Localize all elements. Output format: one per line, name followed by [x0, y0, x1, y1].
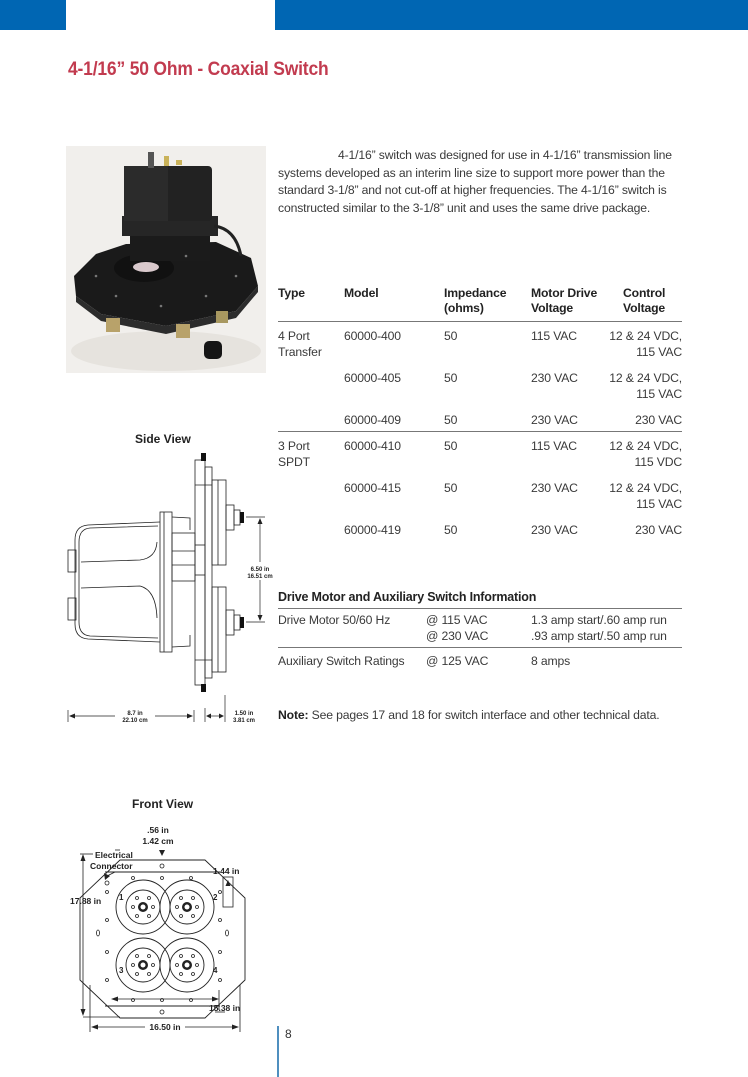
cell-type [278, 364, 344, 406]
port-4-label: 4 [213, 966, 218, 975]
cell-model: 60000-419 [344, 523, 401, 537]
info-condition: @ 125 VAC [426, 654, 489, 668]
cell-control: 12 & 24 VDC, 115 VDC [609, 439, 682, 469]
cell-motor: 230 VAC [531, 523, 578, 537]
port-2-label: 2 [213, 893, 218, 902]
dim-depth-cm: 3.81 cm [232, 718, 256, 724]
note-label: Note: [278, 708, 309, 722]
dim-inner-width: 15.38 in [209, 1003, 241, 1013]
cell-motor: 115 VAC [531, 329, 577, 343]
side-view-label: Side View [135, 432, 191, 446]
cell-control: 230 VAC [601, 406, 682, 432]
dim-length-in: 8.7 in [127, 711, 143, 717]
table-row [278, 432, 682, 475]
dim-height-in: 6.50 in [250, 567, 270, 573]
intro-paragraph: 4-1/16” switch was designed for use in 4-1/16” transmission line systems developed as an interim line size to support more power than the standard 3-1/8” and not cut-off at higher frequencies. The 4-1/16” switch is constructed similar to the 3-1/8” unit and uses the same drive package. [278, 148, 672, 215]
side-view-drawing [60, 450, 273, 735]
cell-motor: 230 VAC [531, 371, 578, 385]
page-title: 4-1/16” 50 Ohm - Coaxial Switch [68, 59, 329, 80]
cell-control: 230 VAC [635, 523, 682, 537]
dim-length-cm: 22.10 cm [122, 718, 148, 724]
info-value: 8 amps [531, 654, 571, 668]
front-view-label: Front View [132, 797, 194, 811]
cell-control: 12 & 24 VDC, 115 VAC [609, 329, 682, 359]
header-accent-bar-right [275, 0, 748, 30]
cell-type: 4 Port Transfer [278, 329, 322, 359]
cell-impedance: 50 [444, 371, 458, 385]
dim-depth-in: 1.50 in [234, 711, 254, 717]
cell-impedance: 50 [444, 481, 458, 495]
cell-model: 60000-409 [344, 406, 444, 432]
dim-height-cm: 16.51 cm [247, 574, 273, 580]
info-label: Auxiliary Switch Ratings [278, 654, 405, 668]
dim-top-cm: 1.42 cm [142, 836, 174, 846]
port-3-label: 3 [119, 966, 124, 975]
spec-table [278, 286, 682, 542]
connector-label-1: Electrical [95, 850, 133, 860]
front-view-drawing [65, 820, 265, 1035]
col-model: Model [344, 286, 444, 322]
table-row [278, 516, 682, 542]
col-impedance: Impedance (ohms) [444, 286, 531, 322]
table-row [278, 364, 682, 406]
cell-type: 3 Port SPDT [278, 439, 310, 469]
cell-type [278, 516, 344, 542]
cell-impedance: 50 [444, 523, 458, 537]
info-value: 1.3 amp start/.60 amp run .93 amp start/.50 amp run [531, 609, 682, 648]
cell-model: 60000-405 [344, 371, 401, 385]
table-row [278, 406, 682, 432]
col-control: Control Voltage [601, 286, 682, 322]
spec-table-header [278, 286, 682, 322]
cell-type [278, 406, 344, 432]
cell-impedance: 50 [444, 406, 531, 432]
cell-model: 60000-410 [344, 439, 401, 453]
info-label: Drive Motor 50/60 Hz [278, 609, 426, 648]
dim-top-in: .56 in [147, 825, 169, 835]
info-table [278, 608, 682, 672]
cell-control: 12 & 24 VDC, 115 VAC [609, 371, 682, 401]
cell-motor: 230 VAC [531, 481, 578, 495]
info-condition: @ 115 VAC @ 230 VAC [426, 609, 531, 648]
note [278, 708, 659, 722]
cell-type [278, 474, 344, 516]
table-row [278, 648, 682, 673]
table-row [278, 322, 682, 365]
cell-model: 60000-400 [344, 329, 401, 343]
dim-outer-width: 16.50 in [149, 1022, 181, 1032]
dim-side: 1.44 in [213, 866, 240, 876]
header-accent-bar-left [0, 0, 66, 30]
page-number: 8 [285, 1027, 292, 1041]
col-motor-drive: Motor Drive Voltage [531, 286, 601, 322]
cell-model: 60000-415 [344, 481, 401, 495]
cell-motor: 230 VAC [531, 406, 601, 432]
table-row [278, 474, 682, 516]
cell-motor: 115 VAC [531, 439, 577, 453]
page-number-rule [277, 1026, 279, 1077]
connector-label-2: Connector [90, 861, 133, 871]
cell-control: 12 & 24 VDC, 115 VAC [609, 481, 682, 511]
dim-height: 17.88 in [70, 896, 102, 906]
info-section-title: Drive Motor and Auxiliary Switch Information [278, 590, 537, 604]
cell-impedance: 50 [444, 439, 458, 453]
note-text: See pages 17 and 18 for switch interface and other technical data. [308, 708, 660, 722]
col-type: Type [278, 286, 344, 322]
product-photo [66, 146, 266, 373]
port-1-label: 1 [119, 893, 124, 902]
cell-impedance: 50 [444, 329, 458, 343]
table-row [278, 609, 682, 648]
